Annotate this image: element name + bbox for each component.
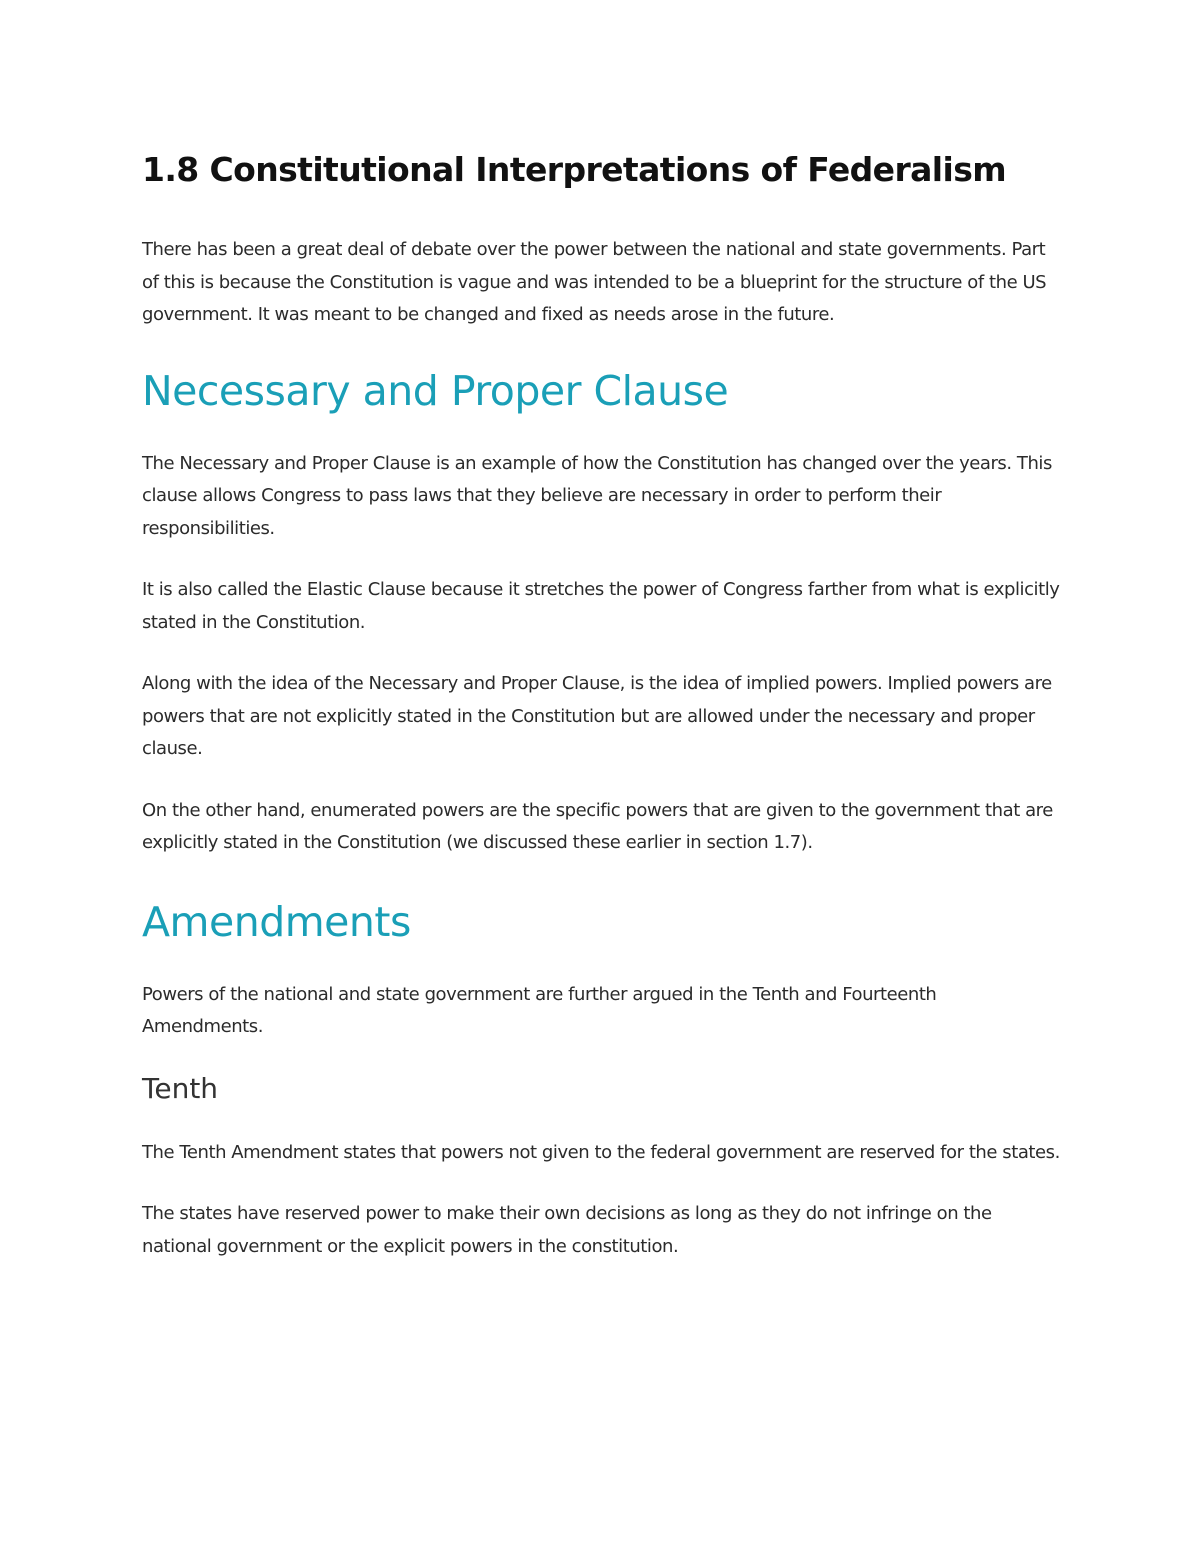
- necessary-proper-paragraph-4: On the other hand, enumerated powers are the specific powers that are given to the government that are explicitly stated in the Constitution (we discussed these earlier in section 1.7).: [142, 799, 1053, 853]
- amendments-intro-paragraph: Powers of the national and state government are further argued in the Tenth and Fourteenth Amendments.: [142, 983, 937, 1037]
- document-page: [142, 148, 1062, 1263]
- heading-amendments: Amendments: [142, 897, 411, 946]
- necessary-proper-paragraph-3: Along with the idea of the Necessary and Proper Clause, is the idea of implied powers. Implied powers are powers that are not explicitly stated in the Constitution but are allowed under the necessary and proper clause.: [142, 673, 1052, 759]
- tenth-paragraph-1: The Tenth Amendment states that powers not given to the federal government are reserved for the states.: [142, 1141, 1060, 1163]
- necessary-proper-paragraph-1: The Necessary and Proper Clause is an example of how the Constitution has changed over the years. This clause allows Congress to pass laws that they believe are necessary in order to perform their responsibilities.: [142, 452, 1052, 539]
- tenth-paragraph-2: The states have reserved power to make their own decisions as long as they do not infringe on the national government or the explicit powers in the constitution.: [142, 1203, 992, 1257]
- heading-tenth: Tenth: [142, 1071, 219, 1105]
- page-title: 1.8 Constitutional Interpretations of Federalism: [142, 150, 1007, 189]
- necessary-proper-paragraph-2: It is also called the Elastic Clause because it stretches the power of Congress farther from what is explicitly stated in the Constitution.: [142, 579, 1060, 633]
- intro-paragraph: There has been a great deal of debate over the power between the national and state governments. Part of this is because the Constitution is vague and was intended to be a blueprint for the structure of the US government. It was meant to be changed and fixed as needs arose in the future.: [142, 239, 1047, 325]
- heading-necessary-proper-clause: Necessary and Proper Clause: [142, 366, 729, 415]
